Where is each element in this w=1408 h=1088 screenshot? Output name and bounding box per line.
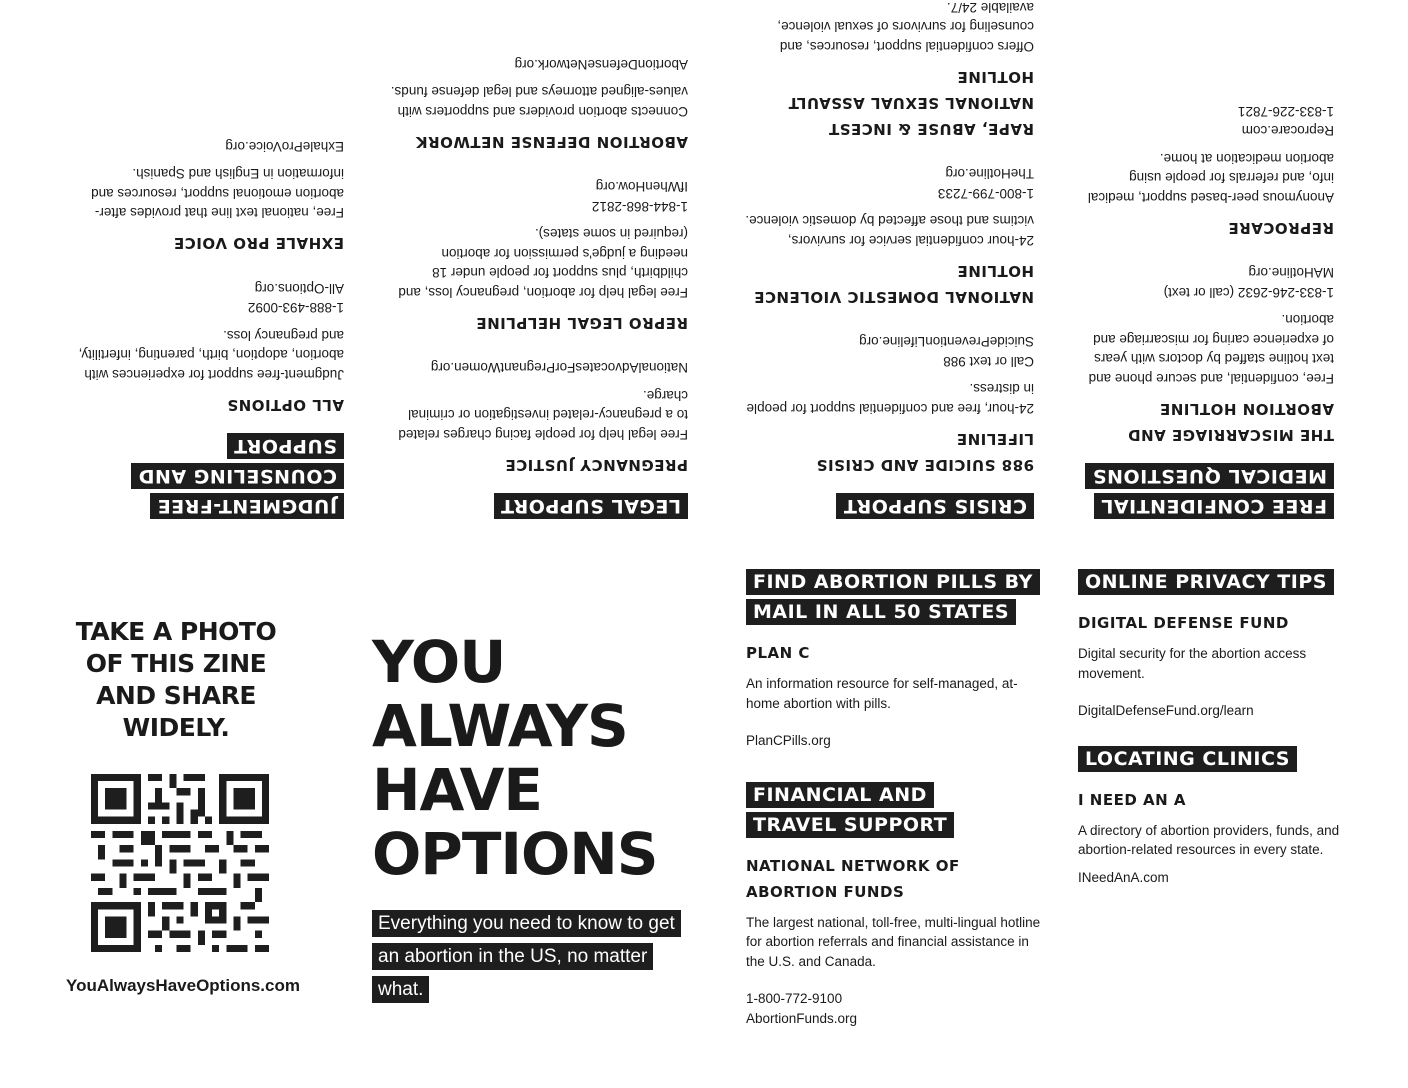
org-phone: 1-844-868-2812 [591,199,688,214]
org-abortion-defense-network [388,55,688,156]
org-name: EXHALE PRO VOICE [173,234,344,253]
org-name: PREGNANCY JUSTICE [504,456,688,474]
org-url: NationalAdvocatesForPregnantWomen.org [430,360,688,376]
org-all-options [68,279,344,419]
panel-pills-and-financial [746,568,1046,1038]
section-clinics [1078,745,1350,888]
section-heading: CRISIS SUPPORT [836,493,1034,519]
org-rainn [744,0,1034,142]
org-domestic-violence-hotline [744,164,1034,310]
title-line: YOU [372,628,506,696]
org-phone: 1-800-772-9100 [746,991,843,1006]
org-description: 24-hour confidential service for survivors, victims and those affected by domestic violence. [745,213,1034,248]
org-name: THE MISCARRIAGE AND ABORTION HOTLINE [1127,400,1334,444]
org-name: RAPE, ABUSE & INCEST NATIONAL SEXUAL ASSAULT HOTLINE [788,68,1034,138]
org-phone: 1-888-493-0092 [247,300,344,316]
org-phone: Call or text 988 [943,354,1034,369]
section-financial [746,781,1046,1029]
panel-medical-questions [1084,104,1334,520]
section-heading: ONLINE PRIVACY TIPS [1078,569,1334,595]
org-description: Offers confidential support, resources, and counseling for survivors of sexual violence, available 24/7. [777,0,1034,54]
panel-share [60,616,300,1006]
org-description: The largest national, toll-free, multi-lingual hotline for abortion referrals and financial assistance in the U.S. and Canada. [746,914,1041,969]
site-url[interactable]: YouAlwaysHaveOptions.com [66,976,300,995]
org-description: Digital security for the abortion access movement. [1078,646,1307,681]
title-line: ALWAYS [372,692,628,760]
org-phone: 1-833-226-7821 [1237,104,1334,119]
org-name: PLAN C [746,644,810,662]
org-description: Anonymous peer-based support, medical info, and referrals for people using abortion medication at home. [1087,151,1334,205]
org-name: DIGITAL DEFENSE FUND [1078,614,1289,632]
section-heading: LEGAL SUPPORT [494,493,688,519]
org-description: An information resource for self-managed, at-home abortion with pills. [746,676,1018,711]
cover-title [372,630,692,886]
title-line: HAVE [372,756,542,824]
org-name: NATIONAL DOMESTIC VIOLENCE HOTLINE [753,262,1034,306]
org-repro-legal-helpline [388,177,688,336]
org-description: Connects abortion providers and supporters with values-aligned attorneys and legal defense funds. [390,84,688,119]
org-description: A directory of abortion providers, funds, and abortion-related resources in every state. [1078,822,1340,857]
section-heading: FIND ABORTION PILLS BY MAIL IN ALL 50 STATES [746,569,1040,625]
org-description: 24-hour, free and confidential support for people in distress. [746,381,1034,416]
panel-privacy-and-clinics [1078,568,1350,928]
panel-legal-support [388,36,688,520]
org-name: NATIONAL NETWORK OF ABORTION FUNDS [746,856,960,901]
org-url: AbortionDefenseNetwork.org [514,57,688,72]
panel-cover-title [372,630,692,1050]
section-privacy [1078,568,1350,721]
section-pills [746,568,1046,751]
section-heading: JUDGMENT-FREE COUNSELING AND SUPPORT [131,433,344,519]
org-name: REPROCARE [1227,219,1334,237]
panel-counseling-support [68,36,344,520]
org-description: Free legal help for abortion, pregnancy loss, and childbirth, plus support for people under 18 needing a judge's permission for abortion (required in some states). [398,226,688,300]
org-url[interactable]: AbortionFunds.org [746,1010,858,1026]
org-url: All-Options.org [254,281,344,296]
org-name: ALL OPTIONS [226,396,344,414]
qr-code-icon [91,774,269,952]
org-name: ABORTION DEFENSE NETWORK [415,133,688,151]
panel-crisis-support [744,0,1034,520]
org-988-lifeline [744,332,1034,478]
org-pregnancy-justice [388,358,688,478]
org-url: MAHotline.org [1248,265,1334,281]
org-url: SuicidePreventionLifeline.org [859,334,1034,350]
org-phone: 1-800-799-7233 [937,186,1034,201]
org-phone: 1-833-246-2632 (call or text) [1163,285,1334,300]
org-description: Free, national text line that provides after-abortion emotional support, resources and information in English and Spanish. [91,166,344,221]
section-heading: FINANCIAL AND TRAVEL SUPPORT [746,782,954,838]
org-reprocare [1084,102,1334,242]
org-url[interactable]: PlanCPills.org [746,733,831,748]
org-miscarriage-abortion-hotline [1084,263,1334,448]
section-heading: LOCATING CLINICS [1078,746,1297,772]
share-instruction: TAKE A PHOTO OF THIS ZINE AND SHARE WIDELY. [75,617,277,742]
cover-tagline: Everything you need to know to get an abortion in the US, no matter what. [372,910,681,1003]
org-name: REPRO LEGAL HELPLINE [475,314,688,332]
org-url: Reprocare.com [1241,123,1334,139]
title-line: OPTIONS [372,820,658,888]
org-url: ExhaleProVoice.org [225,139,344,154]
org-url[interactable]: INeedAnA.com [1078,869,1169,885]
org-exhale [68,137,344,257]
org-url: IfWhenHow.org [595,179,688,195]
org-url: TheHotline.org [945,166,1034,182]
org-description: Free, confidential, and secure phone and text hotline staffed by doctors with years of experience caring for miscarriage and abortion. [1088,312,1334,386]
org-name: I NEED AN A [1078,790,1187,809]
section-heading: FREE CONFIDENTIAL MEDICAL QUESTIONS [1085,463,1334,519]
org-description: Judgment-free support for experiences with abortion, adoption, birth, parenting, infertility, and pregnancy loss. [78,328,344,382]
org-name: 988 SUICIDE AND CRISIS LIFELINE [816,430,1034,474]
org-description: Free legal help for people facing charges related to a pregnancy-related investigation or criminal charge. [398,388,688,442]
org-url[interactable]: DigitalDefenseFund.org/learn [1078,703,1254,718]
